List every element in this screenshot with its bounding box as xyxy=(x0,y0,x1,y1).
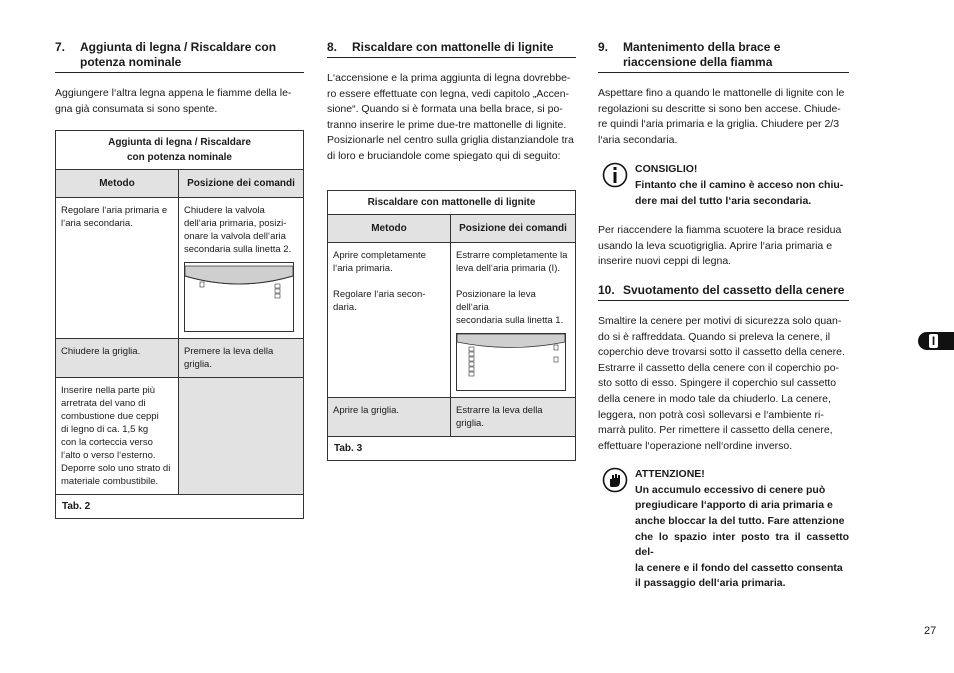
info-icon xyxy=(602,162,628,188)
section-10-body: Smaltire la cenere per motivi di sicurezza solo quan- do si è raffreddata. Quando si preleva la cenere, il coperchio deve trovarsi sotto il cassetto della cenere. Estrarre il cassetto della cenere con il coperchio po- sto sotto di esso. Spingere il coperchio sul cassetto della cenere in modo tale da chiuderlo. La cenere, leggera, non potrà così sollevarsi e l‘ambiente ri- marrà pulito. Per rimettere il cassetto della cenere, effettuare l‘operazione nell‘ordine inverso. xyxy=(598,314,845,452)
section-8-title: Riscaldare con mattonelle di lignite xyxy=(352,40,554,54)
section-7-title: Aggiunta di legna / Riscaldare con potenza nominale xyxy=(80,40,277,69)
section-7-body: Aggiungere l‘altra legna appena le fiamme della le- gna già consumata si sono spente. xyxy=(55,87,292,115)
column-middle xyxy=(327,40,576,461)
section-9-title: Mantenimento della brace e riaccensione della fiamma xyxy=(623,40,781,69)
table-2-r3-position-empty xyxy=(179,378,303,494)
section-10-heading xyxy=(598,283,849,300)
table-3-r2-position: Estrarre la leva della griglia. xyxy=(456,404,543,429)
table-2-r3-method: Inserire nella parte più arretrata del vano di combustione due ceppi di legno di ca. 1,5 kg con la corteccia verso l‘alto o verso l‘esterno. Deporre solo uno strato di materiale combustibile. xyxy=(56,378,179,494)
section-7-number: 7. xyxy=(55,40,66,54)
section-10-rule xyxy=(598,300,849,301)
section-9-number: 9. xyxy=(598,40,609,54)
warning-title: ATTENZIONE! xyxy=(635,468,705,481)
table-3-caption: Riscaldare con mattonelle di lignite xyxy=(328,191,575,215)
section-10-title: Svuotamento del cassetto della cenere xyxy=(623,282,845,297)
table-2-col-method: Metodo xyxy=(56,170,179,197)
tip-text: Fintanto che il camino è acceso non chiu- dere mai del tutto l‘aria secondaria. xyxy=(635,178,844,207)
language-tab-marker xyxy=(918,332,954,350)
warning-text: Un accumulo eccessivo di cenere può pregiudicare l‘apporto di aria primaria e anche bloccar la del tutto. Fare attenzione che lo spazio inter posto tra il cassetto del- la cenere e il fondo del cassetto consenta il passaggio dell‘aria primaria. xyxy=(635,483,849,590)
table-2-header-row xyxy=(56,170,303,198)
section-9-heading xyxy=(598,40,849,73)
section-8-number: 8. xyxy=(327,40,338,54)
table-2-r2-method: Chiudere la griglia. xyxy=(56,339,179,377)
warning-note xyxy=(598,467,849,592)
table-3-r1-method: Aprire completamente l‘aria primaria. Regolare l‘aria secon- daria. xyxy=(328,243,451,397)
table-row xyxy=(56,378,303,495)
table-row xyxy=(56,198,303,339)
table-2-r1-method: Regolare l‘aria primaria e l‘aria secondaria. xyxy=(56,198,179,338)
table-3-col-method: Metodo xyxy=(328,215,451,242)
table-2-r2-position: Premere la leva della griglia. xyxy=(184,346,274,371)
grate-lever-illustration xyxy=(184,262,294,332)
table-3-footer: Tab. 3 xyxy=(334,442,363,454)
section-7-heading xyxy=(55,40,304,73)
table-2 xyxy=(55,130,304,519)
table-3-header-row xyxy=(328,215,575,243)
column-right xyxy=(598,40,849,592)
table-row xyxy=(56,339,303,378)
table-2-caption: Aggiunta di legna / Riscaldare con potenza nominale xyxy=(56,131,303,170)
page-number: 27 xyxy=(924,625,937,637)
language-tab-label: I xyxy=(929,334,938,348)
table-row xyxy=(328,398,575,437)
tip-note xyxy=(598,162,849,209)
tip-title: CONSIGLIO! xyxy=(635,163,698,176)
table-3-r1-position: Estrarre completamente la leva dell‘aria primaria (I). Posizionare la leva dell‘aria secondaria sulla linetta 1. xyxy=(456,249,568,326)
air-lever-illustration xyxy=(456,333,566,391)
section-9-body-2: Per riaccendere la fiamma scuotere la brace residua usando la leva scuotigriglia. Aprire l‘aria primaria e inserire nuovi ceppi di legna. xyxy=(598,224,842,268)
table-3-r2-method: Aprire la griglia. xyxy=(328,398,451,436)
section-10-number: 10. xyxy=(598,282,615,297)
table-3-col-position: Posizione dei comandi xyxy=(459,222,567,234)
table-row xyxy=(328,243,575,398)
section-8-heading xyxy=(327,40,576,58)
column-left xyxy=(55,40,304,519)
warning-hand-icon xyxy=(602,467,628,493)
section-9-body: Aspettare fino a quando le mattonelle di lignite con le regolazioni su descritte si sono ben accese. Chiude- re quindi l‘aria primaria e la griglia. Chiudere per 2/3 l‘aria secondaria. xyxy=(598,87,845,146)
table-2-col-position: Posizione dei comandi xyxy=(187,178,295,190)
table-3 xyxy=(327,190,576,461)
table-2-footer: Tab. 2 xyxy=(62,501,91,513)
section-8-body: L‘accensione e la prima aggiunta di legna dovrebbe- ro essere effettuate con legna, vedi capitolo „Accen- sione“. Quando si è formata una bella brace, si po- tranno inserire le prime due-tre mattonelle di lignite. Posizionarle nel centro sulla griglia distanziandole tra di loro e bruciandole come spiegato qui di seguito: xyxy=(327,72,574,162)
table-2-r1-position: Chiudere la valvola dell‘aria primaria, posizi- onare la valvola dell‘aria secondaria sulla linetta 2. xyxy=(184,205,292,256)
